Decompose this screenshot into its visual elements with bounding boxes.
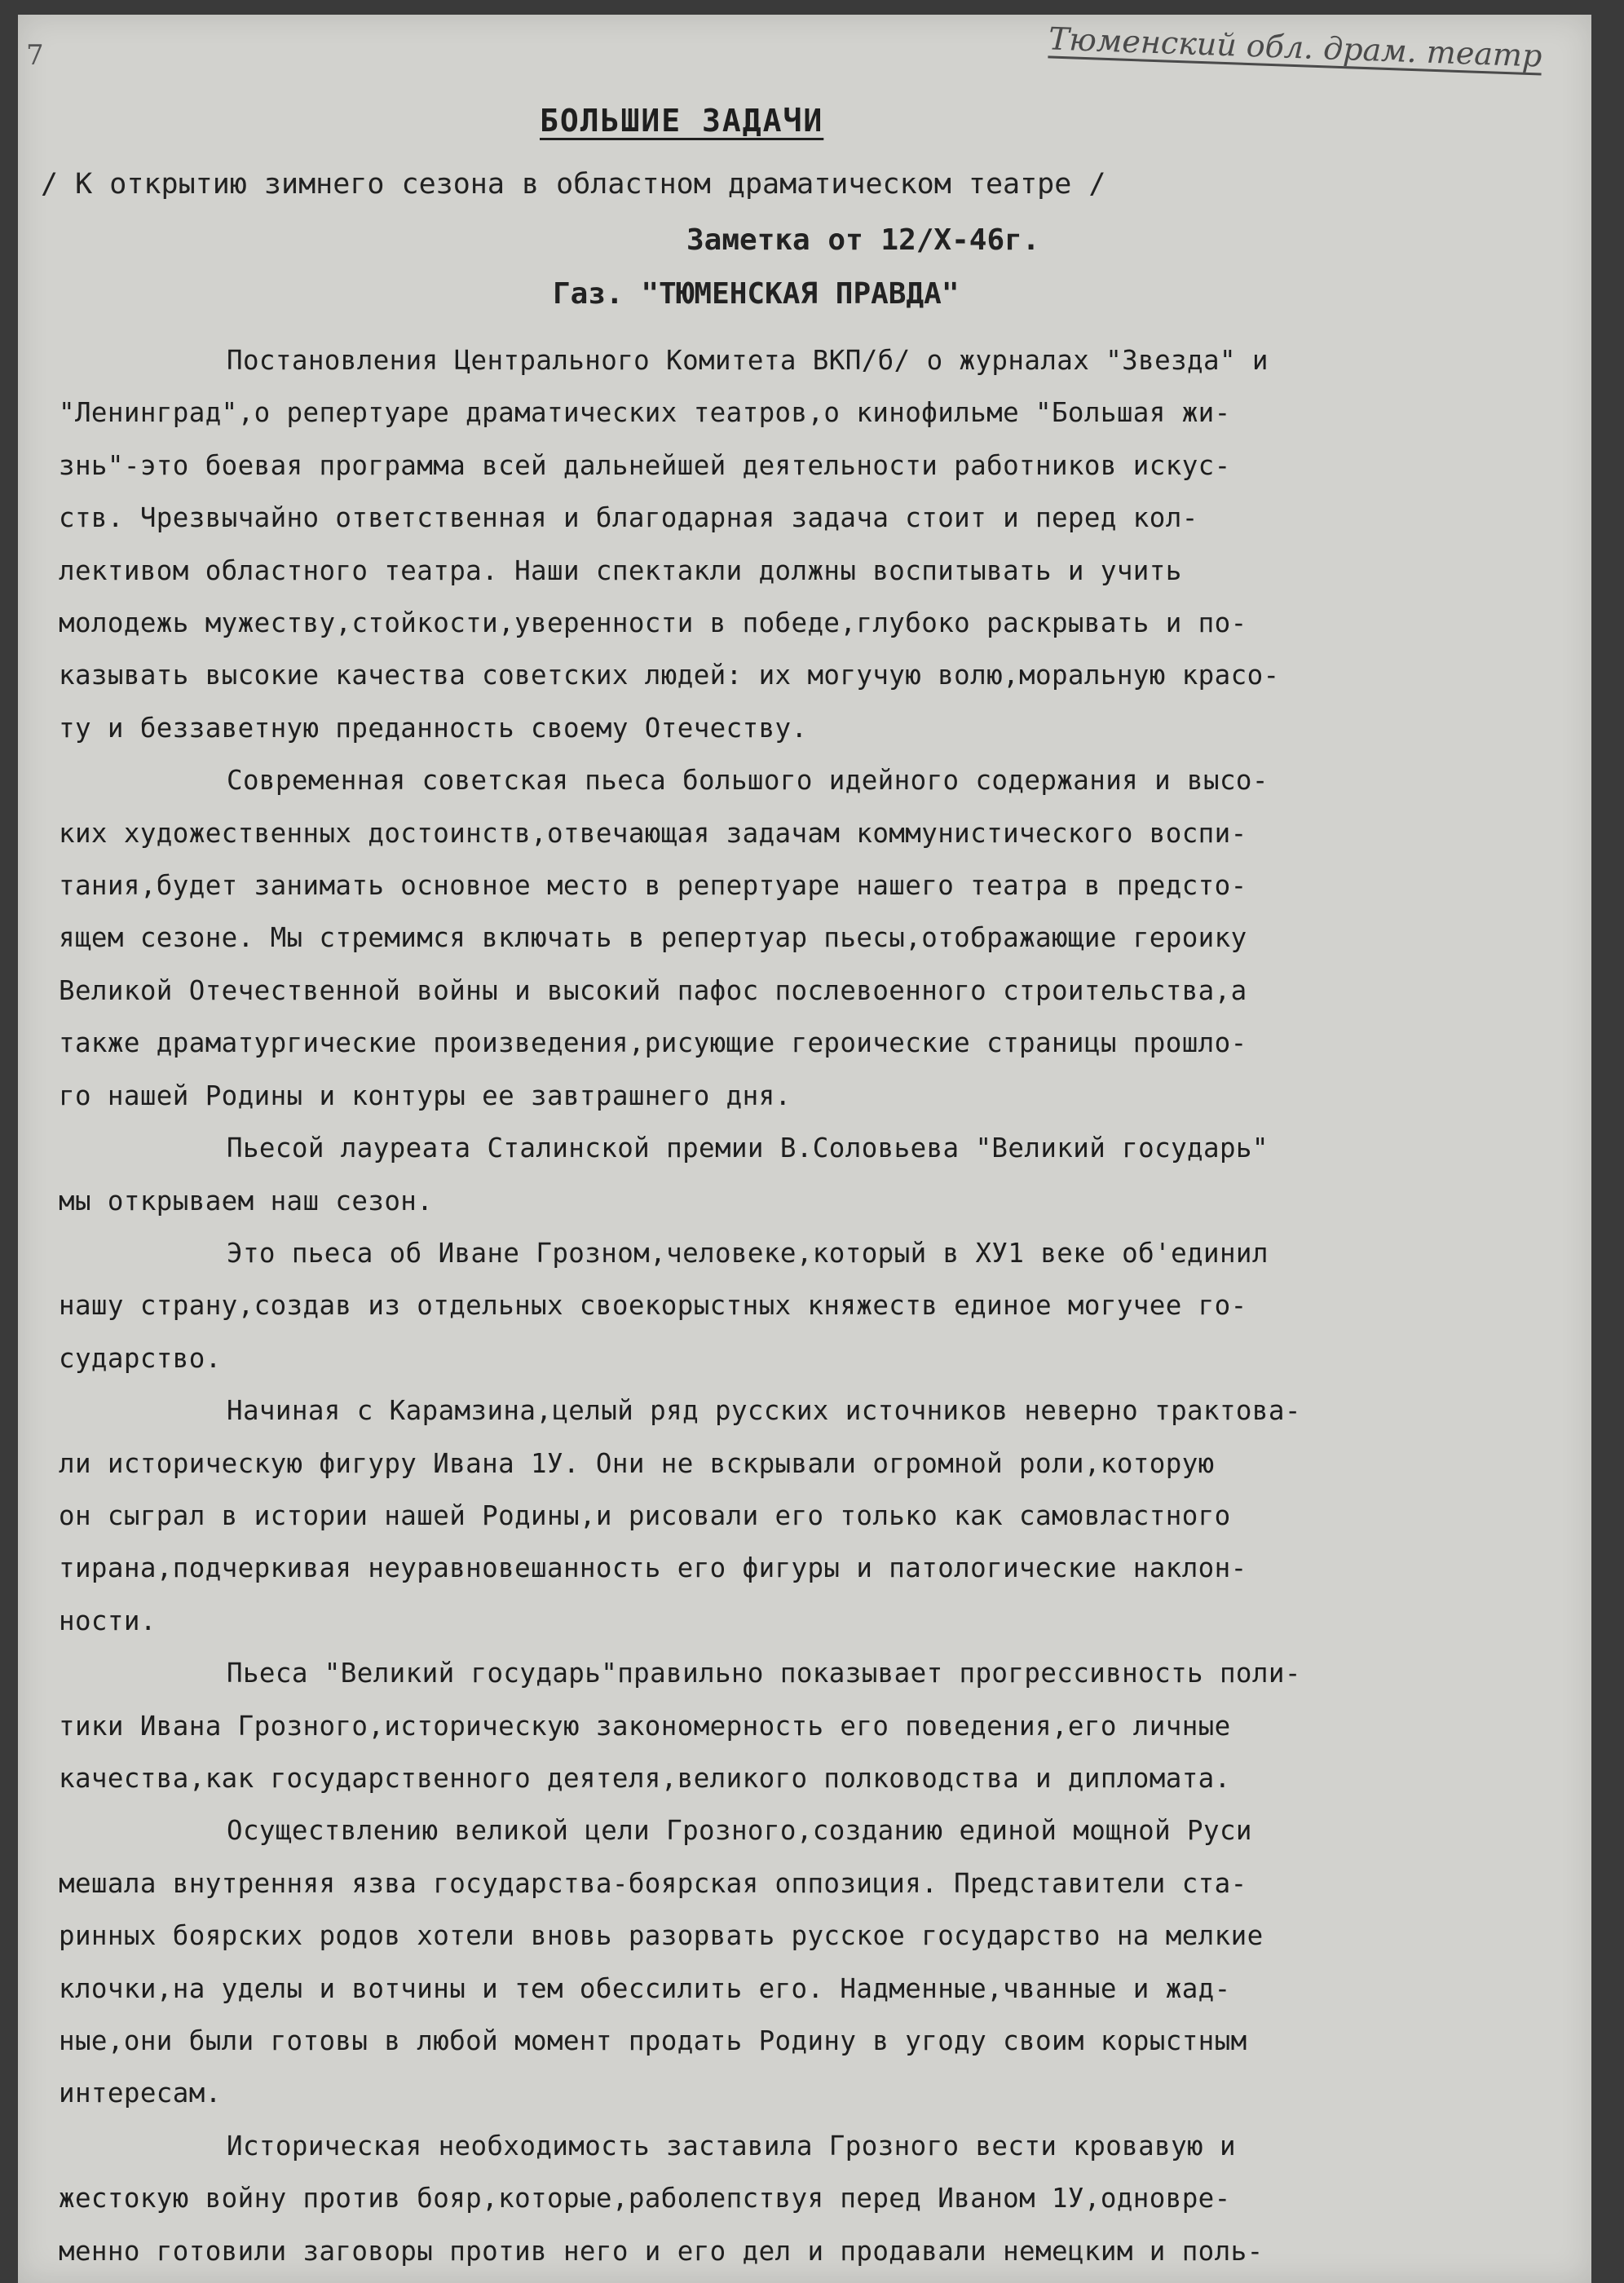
note-date: Заметка от 12/Х-46г. <box>686 223 1040 257</box>
body-line: "Ленинград",о репертуаре драматических театров,о кинофильме "Большая жи- <box>59 397 1231 429</box>
body-line: жестокую войну против бояр,которые,раболепствуя перед Иваном 1У,одновре- <box>59 2183 1231 2215</box>
document-page <box>18 15 1591 2283</box>
body-line: Пьесой лауреата Сталинской премии В.Соловьева "Великий государь" <box>227 1133 1269 1164</box>
body-line: интересам. <box>59 2078 222 2109</box>
article-title: БОЛЬШИЕ ЗАДАЧИ <box>540 103 824 139</box>
article-subtitle: / К открытию зимнего сезона в областном драматическом театре / <box>41 168 1106 201</box>
body-line: Это пьеса об Иване Грозном,человеке,который в ХУ1 веке об'единил <box>227 1237 1269 1269</box>
body-line: Осуществлению великой цели Грозного,созданию единой мощной Руси <box>227 1815 1252 1847</box>
body-line: тирана,подчеркивая неуравновешанность его фигуры и патологические наклон- <box>59 1552 1247 1584</box>
body-line: ли историческую фигуру Ивана 1У. Они не вскрывали огромной роли,которую <box>59 1447 1215 1479</box>
body-line: нашу страну,создав из отдельных своекорыстных княжеств единое могучее го- <box>59 1290 1247 1322</box>
body-line: ств. Чрезвычайно ответственная и благодарная задача стоит и перед кол- <box>59 502 1198 534</box>
body-line: ные,они были готовы в любой момент продать Родину в угоду своим корыстным <box>59 2025 1247 2056</box>
body-line: ту и беззаветную преданность своему Отечеству. <box>59 712 808 744</box>
article-body <box>59 334 1575 2277</box>
body-line: Постановления Центрального Комитета ВКП/б/ о журналах "Звезда" и <box>227 345 1269 376</box>
handwritten-note: Тюменский обл. драм. театр <box>1048 20 1543 74</box>
body-line: молодежь мужеству,стойкости,уверенности в победе,глубоко раскрывать и по- <box>59 607 1247 639</box>
body-line: ких художественных достоинств,отвечающая задачам коммунистического воспи- <box>59 817 1247 849</box>
body-line: менно готовили заговоры против него и его дел и продавали немецким и поль- <box>59 2235 1264 2267</box>
body-line: Современная советская пьеса большого идейного содержания и высо- <box>227 765 1269 797</box>
body-line: ринных боярских родов хотели вновь разорвать русское государство на мелкие <box>59 1920 1264 1952</box>
body-line: мешала внутренняя язва государства-боярская оппозиция. Представители ста- <box>59 1867 1247 1899</box>
body-line: Великой Отечественной войны и высокий пафос послевоенного строительства,а <box>59 974 1247 1006</box>
body-line: ящем сезоне. Мы стремимся включать в репертуар пьесы,отображающие героику <box>59 922 1247 954</box>
body-line: сударство. <box>59 1342 222 1374</box>
body-line: го нашей Родины и контуры ее завтрашнего дня. <box>59 1080 792 1111</box>
body-line: Пьеса "Великий государь"правильно показывает прогрессивность поли- <box>227 1658 1301 1689</box>
body-line: тики Ивана Грозного,историческую закономерность его поведения,его личные <box>59 1710 1231 1742</box>
body-line: мы открываем наш сезон. <box>59 1185 434 1217</box>
body-line: ности. <box>59 1605 157 1636</box>
body-line: клочки,на уделы и вотчины и тем обессилить его. Надменные,чванные и жад- <box>59 1972 1231 2004</box>
gazette-name: Газ. "ТЮМЕНСКАЯ ПРАВДА" <box>553 277 960 311</box>
body-line: Историческая необходимость заставила Грозного вести кровавую и <box>227 2130 1236 2162</box>
body-line: лективом областного театра. Наши спектакли должны воспитывать и учить <box>59 554 1182 586</box>
body-line: также драматургические произведения,рисующие героические страницы прошло- <box>59 1027 1247 1059</box>
corner-mark: 7 <box>26 39 44 72</box>
body-line: казывать высокие качества советских людей: их могучую волю,моральную красо- <box>59 660 1280 691</box>
body-line: тания,будет занимать основное место в репертуаре нашего театра в предсто- <box>59 870 1247 902</box>
body-line: Начиная с Карамзина,целый ряд русских источников неверно трактова- <box>227 1395 1301 1427</box>
body-line: знь"-это боевая программа всей дальнейшей деятельности работников искус- <box>59 449 1231 481</box>
body-line: качества,как государственного деятеля,великого полководства и дипломата. <box>59 1762 1231 1794</box>
body-line: он сыграл в истории нашей Родины,и рисовали его только как самовластного <box>59 1499 1231 1531</box>
